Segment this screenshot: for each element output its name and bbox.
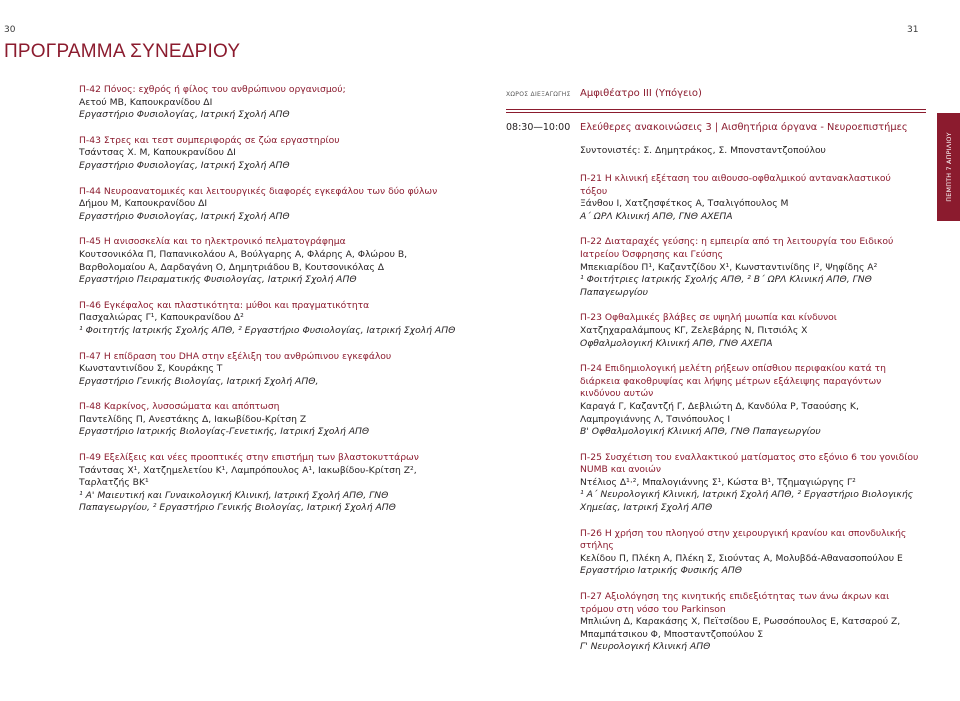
- entry-affiliation: Εργαστήριο Γενικής Βιολογίας, Ιατρική Σχολή ΑΠΘ,: [79, 375, 319, 387]
- entry-authors: Δήμου Μ, Καπουκρανίδου ΔΙ: [79, 198, 208, 210]
- program-entry: [580, 452, 920, 515]
- entry-authors: Πασχαλιώρας Γ¹, Καπουκρανίδου Δ²: [79, 312, 244, 324]
- program-entry: [79, 186, 459, 224]
- entry-title: Π-23 Οφθαλμικές βλάβες σε υψηλή μυωπία και κίνδυνοι: [580, 312, 837, 324]
- program-entry: [580, 312, 920, 350]
- venue-label: ΧΩΡΟΣ ΔΙΕΞΑΓΩΓΗΣ: [506, 91, 571, 98]
- header-divider-bottom: [506, 112, 926, 113]
- page-number-right: 31: [907, 25, 919, 35]
- program-entry: [580, 528, 920, 578]
- program-entry: [580, 363, 920, 439]
- entry-affiliation: Εργαστήριο Ιατρικής Βιολογίας-Γενετικής, Ιατρική Σχολή ΑΠΘ: [79, 426, 370, 438]
- entry-authors: Παντελίδης Π, Ανεστάκης Δ, Ιακωβίδου-Κρίτση Ζ: [79, 413, 307, 425]
- program-entry: [580, 591, 920, 654]
- entry-title: Π-22 Διαταραχές γεύσης: η εμπειρία από τη λειτουργία του Ειδικού Ιατρείου Όσφρησης και Γεύσης: [580, 236, 894, 260]
- entry-authors: Μπεκιαρίδου Π¹, Καζαντζίδου Χ¹, Κωνσταντινίδης Ι², Ψηφίδης Α²: [580, 261, 878, 273]
- entry-affiliation: Εργαστήριο Πειραματικής Φυσιολογίας, Ιατρική Σχολή ΑΠΘ: [79, 274, 357, 286]
- entry-affiliation: Εργαστήριο Φυσιολογίας, Ιατρική Σχολή ΑΠΘ: [79, 159, 290, 171]
- entry-title: Π-42 Πόνος: εχθρός ή φίλος του ανθρώπινου οργανισμού;: [79, 84, 346, 95]
- entry-authors: Μπλιώνη Δ, Καρακάσης Χ, Πεϊτσίδου Ε, Ρωσσόπουλος Ε, Κατσαρού Ζ, Μπαμπάτσικου Φ, Μποσταντζοπούλου Σ: [580, 616, 901, 640]
- page-title: ΠΡΟΓΡΑΜΜΑ ΣΥΝΕΔΡΙΟΥ: [4, 41, 241, 62]
- entry-authors: Τσάντσας Χ. Μ, Καπουκρανίδου ΔΙ: [79, 147, 236, 159]
- entry-title: Π-47 Η επίδραση του DHA στην εξέλιξη του ανθρώπινου εγκεφάλου: [79, 350, 392, 362]
- program-entry: [580, 236, 920, 299]
- entry-affiliation: ¹ Α΄ Νευρολογική Κλινική, Ιατρική Σχολή ΑΠΘ, ² Εργαστήριο Βιολογικής Χημείας, Ιατρική Σχολή ΑΠΘ: [580, 489, 914, 514]
- program-entry: [580, 173, 920, 223]
- venue-hall: Αμφιθέατρο ΙΙΙ (Υπόγειο): [580, 88, 702, 99]
- date-side-tab: [937, 113, 960, 221]
- entry-authors: Κωνσταντινίδου Σ, Κουράκης Τ: [79, 363, 223, 375]
- entry-authors: Καραγά Γ, Καζαντζή Γ, Δεβλιώτη Δ, Κανδύλα Ρ, Τσαούσης Κ, Λαμπρογιάννης Λ, Τσινόπουλος Ι: [580, 400, 859, 425]
- entry-title: Π-49 Εξελίξεις και νέες προοπτικές στην επιστήμη των βλαστοκυττάρων: [79, 452, 419, 464]
- entry-authors: Ξάνθου Ι, Χατζησφέτκος Α, Τσαλιγόπουλος Μ: [580, 198, 789, 210]
- entry-affiliation: Γ' Νευρολογική Κλινική ΑΠΘ: [580, 641, 711, 653]
- date-side-tab-label: ΠΕΜΠΤΗ 7 ΑΠΡΙΛΙΟΥ: [944, 132, 953, 202]
- entry-authors: Τσάντσας Χ¹, Χατζημελετίου Κ¹, Λαμπρόπουλος Α¹, Ιακωβίδου-Κρίτση Ζ², Ταρλατζής ΒΚ¹: [79, 464, 417, 489]
- entry-title: Π-43 Στρες και τεστ συμπεριφοράς σε ζώα εργαστηρίου: [79, 134, 340, 146]
- program-entry: [79, 452, 459, 515]
- entry-title: Π-46 Εγκέφαλος και πλαστικότητα: μύθοι και πραγματικότητα: [79, 299, 370, 311]
- program-entry: [79, 351, 459, 389]
- right-column-program: [580, 173, 920, 667]
- entry-title: Π-48 Καρκίνος, λυσοσώματα και απόπτωση: [79, 401, 280, 413]
- program-entry: [79, 300, 459, 338]
- entry-title: Π-24 Επιδημιολογική μελέτη ρήξεων οπίσθιου περιφακίου κατά τη διάρκεια φακοθρυψίας και λήψης μέτρων εξάλειψης παραγόντων κινδύνου αυτών: [580, 363, 886, 400]
- left-column-program: [79, 84, 459, 528]
- entry-authors: Αετού ΜΒ, Καπουκρανίδου ΔΙ: [79, 96, 213, 108]
- session-title: Ελεύθερες ανακοινώσεις 3 | Αισθητήρια όργανα - Νευροεπιστήμες: [580, 122, 908, 133]
- entry-title: Π-21 Η κλινική εξέταση του αιθουσο-οφθαλμικού αντανακλαστικού τόξου: [580, 173, 891, 197]
- entry-affiliation: Β' Οφθαλμολογική Κλινική ΑΠΘ, ΓΝΘ Παπαγεωργίου: [580, 426, 821, 438]
- program-entry: [79, 135, 459, 173]
- entry-affiliation: Εργαστήριο Φυσιολογίας, Ιατρική Σχολή ΑΠΘ: [79, 109, 290, 121]
- program-entry: [79, 236, 459, 286]
- entry-authors: Κελίδου Π, Πλέκη Α, Πλέκη Σ, Σιούντας Α, Μολυβδά-Αθανασοπούλου Ε: [580, 552, 903, 564]
- entry-affiliation: Εργαστήριο Φυσιολογίας, Ιατρική Σχολή ΑΠΘ: [79, 210, 290, 222]
- entry-title: Π-27 Αξιολόγηση της κινητικής επιδεξιότητας των άνω άκρων και τρόμου στη νόσο του Parkinson: [580, 591, 890, 615]
- entry-title: Π-25 Συσχέτιση του εναλλακτικού ματίσματος στο εξόνιο 6 του γονιδίου NUMB και ανοιών: [580, 451, 919, 476]
- entry-affiliation: Α΄ ΩΡΛ Κλινική ΑΠΘ, ΓΝΘ ΑΧΕΠΑ: [580, 210, 733, 222]
- entry-title: Π-45 Η ανισοσκελία και το ηλεκτρονικό πελματογράφημα: [79, 236, 346, 248]
- entry-affiliation: Οφθαλμολογική Κλινική ΑΠΘ, ΓΝΘ ΑΧΕΠΑ: [580, 337, 773, 349]
- entry-title: Π-44 Νευροανατομικές και λειτουργικές διαφορές εγκεφάλου των δύο φύλων: [79, 185, 438, 197]
- entry-affiliation: ¹ Φοιτητής Ιατρικής Σχολής ΑΠΘ, ² Εργαστήριο Φυσιολογίας, Ιατρική Σχολή ΑΠΘ: [79, 324, 456, 336]
- header-divider-top: [506, 109, 926, 110]
- session-time: 08:30—10:00: [506, 122, 571, 133]
- session-coordinators: Συντονιστές: Σ. Δημητράκος, Σ. Μπονσταντζοπούλου: [580, 145, 826, 156]
- program-entry: [79, 401, 459, 439]
- entry-authors: Ντέλιος Δ¹·², Μπαλογιάννης Σ¹, Κώστα Β¹, Τζημαγιώργης Γ²: [580, 476, 856, 488]
- entry-affiliation: ¹ Α' Μαιευτική και Γυναικολογική Κλινική, Ιατρική Σχολή ΑΠΘ, ΓΝΘ Παπαγεωργίου, ² Εργαστήριο Γενικής Βιολογίας, Ιατρική Σχολή ΑΠΘ: [79, 489, 396, 514]
- entry-authors: Κουτσονικόλα Π, Παπανικολάου Α, Βούλγαρης Α, Φλάρης Α, Φλώρου Β, Βαρθολομαίου Α, Δαρδαγάνη Ο, Δημητριάδου Β, Κουτσονικόλας Δ: [79, 248, 408, 273]
- page-number-left: 30: [4, 25, 16, 35]
- entry-title: Π-26 Η χρήση του πλοηγού στην χειρουργική κρανίου και σπονδυλικής στήλης: [580, 527, 907, 552]
- program-entry: [79, 84, 459, 122]
- entry-authors: Χατζηχαραλάμπους ΚΓ, Ζελεβάρης Ν, Πιτσιόλς Χ: [580, 324, 808, 336]
- entry-affiliation: Εργαστήριο Ιατρικής Φυσικής ΑΠΘ: [580, 565, 743, 577]
- entry-affiliation: ¹ Φοιτήτριες Ιατρικής Σχολής ΑΠΘ, ² Β΄ ΩΡΛ Κλινική ΑΠΘ, ΓΝΘ Παπαγεωργίου: [580, 274, 872, 298]
